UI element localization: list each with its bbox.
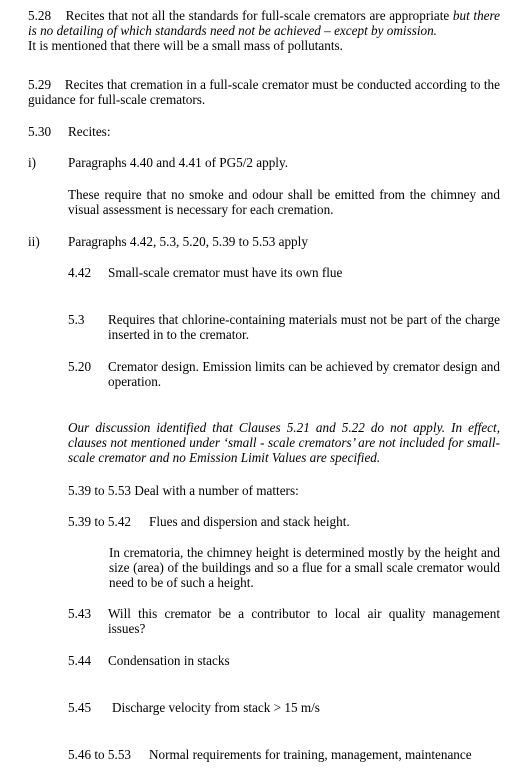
range-number: 5.39 to 5.42 (68, 514, 132, 529)
paragraph-text: Recites that not all the standards for full-scale cremators are appropriate (65, 8, 450, 23)
sub-number: 5.44 (68, 653, 92, 668)
list-marker: i) (28, 155, 37, 170)
item-ii-heading (28, 234, 308, 249)
crematoria-paragraph: In crematoria, the chimney height is determined mostly by the height and size (area) of the buildings and so a flue for a small scale cremator would need to be of such a height. (109, 545, 500, 590)
sub-number: 5.3 (68, 312, 85, 327)
sub-5-43 (68, 606, 500, 636)
paragraph-5-28-body (28, 8, 500, 38)
range-number: 5.46 to 5.53 (68, 747, 132, 762)
paragraph-text: Recites: (68, 124, 111, 139)
paragraph-number: 5.30 (28, 124, 52, 139)
sub-text: Small-scale cremator must have its own flue (108, 265, 343, 280)
sub-text: Requires that chlorine-containing materials must not be part of the charge inserted in to the cremator. (108, 312, 500, 342)
sub-text: Cremator design. Emission limits can be achieved by cremator design and operation. (108, 359, 500, 389)
sub-5-20 (68, 359, 500, 389)
sub-5-44 (68, 653, 230, 668)
range-text: Flues and dispersion and stack height. (149, 514, 350, 529)
sub-number: 4.42 (68, 265, 92, 280)
sub-number: 5.45 (68, 700, 92, 715)
sub-text: Will this cremator be a contributor to local air quality management issues? (108, 606, 500, 636)
sub-4-42 (68, 265, 342, 280)
range-5-39-to-5-53 (68, 483, 299, 498)
list-heading: Paragraphs 4.42, 5.3, 5.20, 5.39 to 5.53 apply (68, 234, 308, 249)
range-number: 5.39 to 5.53 (68, 483, 132, 498)
sub-number: 5.43 (68, 606, 92, 621)
list-marker: ii) (28, 234, 40, 249)
item-i-heading (28, 155, 288, 170)
list-heading: Paragraphs 4.40 and 4.41 of PG5/2 apply. (68, 155, 289, 170)
paragraph-5-29 (28, 77, 500, 107)
paragraph-text-line: It is mentioned that there will be a small mass of pollutants. (28, 38, 343, 53)
range-5-46-to-5-53 (68, 747, 472, 762)
sub-number: 5.20 (68, 359, 92, 374)
paragraph-number: 5.29 (28, 77, 52, 92)
range-text: Deal with a number of matters: (134, 483, 299, 498)
sub-text: Discharge velocity from stack > 15 m/s (112, 700, 320, 715)
paragraph-number: 5.28 (28, 8, 52, 23)
sub-5-45 (68, 700, 320, 715)
paragraph-5-30 (28, 124, 110, 139)
paragraph-text: Recites that cremation in a full-scale cremator must be conducted according to the guidance for full-scale cremators. (28, 77, 500, 107)
paragraph-italic-text: but there is no detailing of which standards need not be achieved – except by omission. (28, 8, 501, 38)
paragraph-5-28 (28, 8, 500, 53)
item-i-body: These require that no smoke and odour shall be emitted from the chimney and visual assessment is necessary for each cremation. (68, 187, 500, 217)
range-text: Normal requirements for training, management, maintenance (149, 747, 472, 762)
range-5-39-to-5-42 (68, 514, 350, 529)
sub-5-3 (68, 312, 500, 342)
sub-text: Condensation in stacks (108, 653, 230, 668)
discussion-paragraph: Our discussion identified that Clauses 5.21 and 5.22 do not apply. In effect, clauses not mentioned under ‘small - scale cremators’ are not included for small-scale cremator and no Emission Limit Values are specified. (68, 420, 500, 465)
